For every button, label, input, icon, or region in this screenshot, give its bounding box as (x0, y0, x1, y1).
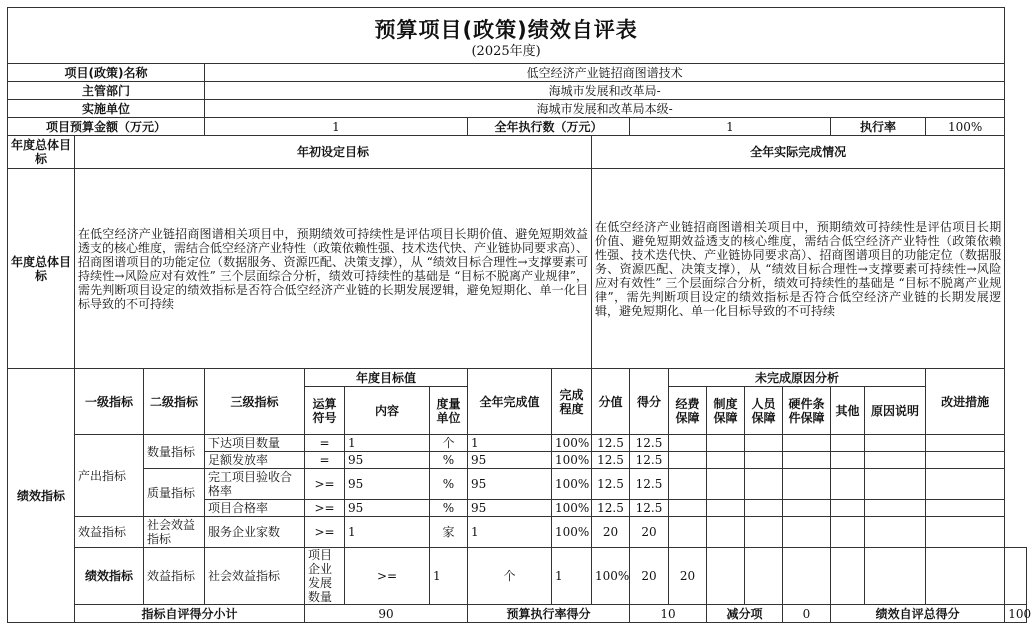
score-value-cell: 12.5 (592, 500, 630, 517)
total-score-label: 绩效自评总得分 (831, 605, 1005, 623)
unit-cell: % (430, 452, 468, 469)
unit-cell: % (430, 500, 468, 517)
full-year-cell: 95 (468, 469, 552, 500)
table-row (8, 548, 1027, 605)
score-header: 得分 (630, 369, 669, 435)
budget-rate-score-label: 预算执行率得分 (468, 605, 630, 623)
content-cell: 1 (345, 435, 430, 452)
reasons-header: 未完成原因分析 (669, 369, 926, 387)
level3-cell: 项目合格率 (205, 500, 305, 517)
improve-header: 改进措施 (926, 369, 1005, 435)
table-row (8, 469, 1027, 500)
completion-cell: 100% (552, 517, 592, 548)
exec-rate-value: 100% (926, 118, 1005, 136)
score-value-cell: 12.5 (592, 452, 630, 469)
exec-rate-label: 执行率 (831, 118, 926, 136)
operator-cell: >= (305, 517, 345, 548)
annual-goal-short-label: 年度总体目标 (8, 136, 75, 169)
completion-cell: 100% (592, 548, 630, 605)
score-cell: 20 (669, 548, 707, 605)
level3-cell: 服务企业家数 (205, 517, 305, 548)
operator-cell: >= (305, 469, 345, 500)
unit-header: 度量单位 (430, 387, 468, 435)
completion-cell: 100% (552, 500, 592, 517)
level1-output: 产出指标 (75, 435, 144, 517)
unit-cell: % (430, 469, 468, 500)
content-cell: 1 (430, 548, 468, 605)
budget-label: 项目预算金额（万元） (8, 118, 205, 136)
completion-cell: 100% (552, 452, 592, 469)
dept-value: 海城市发展和改革局- (205, 82, 1005, 100)
score-value-cell: 20 (592, 517, 630, 548)
operator-cell: = (305, 452, 345, 469)
deduct-value: 0 (783, 605, 831, 623)
level2-social: 社会效益指标 (144, 517, 205, 548)
operator-cell: >= (345, 548, 430, 605)
full-year-cell: 1 (468, 435, 552, 452)
initial-goal-header: 年初设定目标 (75, 136, 592, 169)
unit-cell: 家 (430, 517, 468, 548)
reason-staff-header: 人员保障 (745, 387, 783, 435)
reason-desc-header: 原因说明 (865, 387, 926, 435)
exec-amount-value: 1 (630, 118, 831, 136)
completion-cell: 100% (552, 469, 592, 500)
content-cell: 95 (345, 500, 430, 517)
score-value-cell: 12.5 (592, 469, 630, 500)
dept-label: 主管部门 (8, 82, 205, 100)
full-year-cell: 1 (468, 517, 552, 548)
reason-system-header: 制度保障 (707, 387, 745, 435)
score-cell: 12.5 (630, 469, 669, 500)
score-cell: 12.5 (630, 452, 669, 469)
total-score-value: 100 (1005, 605, 1027, 623)
table-row (8, 435, 1027, 452)
level3-cell: 项目企业发展数量 (305, 548, 345, 605)
operator-header: 运算符号 (305, 387, 345, 435)
completion-header: 完成程度 (552, 369, 592, 435)
full-year-cell: 95 (468, 452, 552, 469)
level1-benefit: 效益指标 (144, 548, 205, 605)
full-year-cell: 1 (552, 548, 592, 605)
content-cell: 95 (345, 469, 430, 500)
full-year-cell: 95 (468, 500, 552, 517)
completion-cell: 100% (552, 435, 592, 452)
score-value-cell: 20 (630, 548, 669, 605)
fiscal-year: (2025年度) (471, 43, 541, 59)
annual-goal-label: 年度总体目标 (8, 169, 75, 369)
perf-indicator-label: 绩效指标 (8, 369, 75, 623)
level2-header: 二级指标 (144, 369, 205, 435)
content-cell: 95 (345, 452, 430, 469)
level1-header: 一级指标 (75, 369, 144, 435)
annual-target-header: 年度目标值 (305, 369, 468, 387)
project-name-label: 项目(政策)名称 (8, 64, 205, 82)
table-row (8, 517, 1027, 548)
level2-quantity: 数量指标 (144, 435, 205, 469)
subtotal-value: 90 (305, 605, 468, 623)
unit-cell: 个 (468, 548, 552, 605)
level1-benefit: 效益指标 (75, 517, 144, 548)
level3-cell: 下达项目数量 (205, 435, 305, 452)
unit-label: 实施单位 (8, 100, 205, 118)
initial-goal-text: 在低空经济产业链招商图谱相关项目中，预期绩效可持续性是评估项目长期价值、避免短期效益透支的核心维度，需结合低空经济产业特性（政策依赖性强、技术迭代快、产业链协同要求高）、招商图谱项目的功能定位（数据服务、资源匹配、决策支撑），从 “绩效目标合理性→支撑要素可持续性→风险应对有效性” 三个层面综合分析，绩效可持续性的基础是 “目标不脱离产业规律”，需先判断项目设定的绩效指标是否符合低空经济产业链的长期发展逻辑，避免短期化、单一化目标导致的不可持续 (75, 169, 592, 369)
actual-completion-header: 全年实际完成情况 (592, 136, 1005, 169)
score-cell: 12.5 (630, 435, 669, 452)
exec-amount-label: 全年执行数（万元） (468, 118, 630, 136)
reason-other-header: 其他 (831, 387, 865, 435)
unit-cell: 个 (430, 435, 468, 452)
score-value-cell: 12.5 (592, 435, 630, 452)
subtotal-label: 指标自评得分小计 (75, 605, 305, 623)
level3-header: 三级指标 (205, 369, 305, 435)
project-name-value: 低空经济产业链招商图谱技术 (205, 64, 1005, 82)
score-value-header: 分值 (592, 369, 630, 435)
level3-cell: 足额发放率 (205, 452, 305, 469)
reason-funds-header: 经费保障 (669, 387, 707, 435)
deduct-label: 减分项 (707, 605, 783, 623)
content-header: 内容 (345, 387, 430, 435)
perf-indicator-label-2: 绩效指标 (75, 548, 144, 605)
content-cell: 1 (345, 517, 430, 548)
level2-quality: 质量指标 (144, 469, 205, 517)
budget-value: 1 (205, 118, 468, 136)
level3-cell: 完工项目验收合格率 (205, 469, 305, 500)
operator-cell: >= (305, 500, 345, 517)
unit-value: 海城市发展和改革局本级- (205, 100, 1005, 118)
score-cell: 12.5 (630, 500, 669, 517)
level2-social: 社会效益指标 (205, 548, 305, 605)
full-year-header: 全年完成值 (468, 369, 552, 435)
page-title: 预算项目(政策)绩效自评表 (374, 17, 638, 42)
self-evaluation-table (7, 7, 1032, 623)
reason-hardware-header: 硬件条件保障 (783, 387, 831, 435)
budget-rate-score-value: 10 (630, 605, 707, 623)
actual-goal-text: 在低空经济产业链招商图谱相关项目中，预期绩效可持续性是评估项目长期价值、避免短期效益透支的核心维度，需结合低空经济产业特性（政策依赖性强、技术迭代快、产业链协同要求高）、招商图谱项目的功能定位（数据服务、资源匹配、决策支撑），从 “绩效目标合理性→支撑要素可持续性→风险应对有效性” 三个层面综合分析，绩效可持续性的基础是 “目标不脱离产业规律”，需先判断项目设定的绩效指标是否符合低空经济产业链的长期发展逻辑，避免短期化、单一化目标导致的不可持续 (592, 169, 1005, 369)
title-cell (8, 8, 1005, 64)
score-cell: 20 (630, 517, 669, 548)
operator-cell: = (305, 435, 345, 452)
